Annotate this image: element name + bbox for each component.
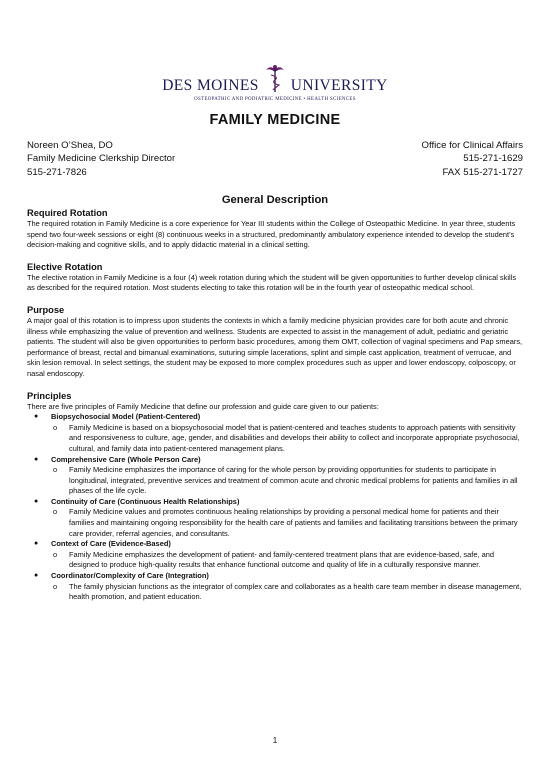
bullet-icon: ● <box>34 540 39 548</box>
principle-description-text: Family Medicine values and promotes continuous healing relationships by providing a personal medical home for patients and their families and maintaining ongoing responsibility for the health care of patients and families and facilitating transitions between the primary care provider, referral agencies, and consultants. <box>69 507 518 538</box>
bullet-icon: ● <box>34 455 39 463</box>
bullet-icon: ● <box>34 572 39 580</box>
principle-description <box>27 423 524 455</box>
principle-item <box>27 455 524 466</box>
general-description-heading: General Description <box>221 194 329 206</box>
elective-rotation-heading: Elective Rotation <box>27 261 103 272</box>
purpose-text: A major goal of this rotation is to impress upon students the contexts in which a family medicine physician provides care for both acute and chronic illness while emphasizing the value of prevention and wellness. Students are expected to assist in the management of adult, pediatric and geriatric patients. The student will also be given opportunities to perform basic procedures, among them OMT, collection of vaginal specimens and Pap smears, performance of breast, rectal and bimanual examinations, suturing simple lacerations, splint and simple cast application, treatment of verrucae, and skin lesion removal. In select settings, the student may be exposed to more complex procedures such as upper and lower endoscopy, colposcopy, or nasal endoscopy. <box>27 315 523 378</box>
principle-item <box>27 571 524 582</box>
director-name: Noreen O’Shea, DO <box>27 140 113 151</box>
logo-tagline: OSTEOPATHIC AND PODIATRIC MEDICINE • HEALTH SCIENCES <box>194 97 356 102</box>
principles-list <box>27 412 524 603</box>
circle-bullet-icon: o <box>53 549 58 559</box>
page-number: 1 <box>272 736 278 745</box>
office-name: Office for Clinical Affairs <box>421 140 523 151</box>
principle-item <box>27 539 524 550</box>
principle-description <box>27 582 524 603</box>
director-phone: 515-271-7826 <box>27 166 87 178</box>
principle-description <box>27 465 524 497</box>
purpose-heading: Purpose <box>27 304 65 315</box>
circle-bullet-icon: o <box>53 465 58 475</box>
university-logo <box>0 63 550 102</box>
principle-description <box>27 507 524 539</box>
principle-description-text: The family physician functions as the integrator of complex care and collaborates as a health care team member in disease management, health promotion, and patient education. <box>69 581 522 602</box>
office-fax: FAX 515-271-1727 <box>442 166 523 178</box>
logo-wordmark-right: UNIVERSITY <box>290 77 388 94</box>
principles-intro: There are five principles of Family Medicine that define our profession and guide care given to our patients: <box>27 401 379 411</box>
circle-bullet-icon: o <box>53 581 58 591</box>
elective-rotation-text: The elective rotation in Family Medicine is a four (4) week rotation during which the student will be given opportunities to further develop clinical skills as described for the required rotation. Most students electing to take this rotation will be in the fourth year of osteopathic medical school. <box>27 272 517 293</box>
page-title: FAMILY MEDICINE <box>209 112 341 128</box>
office-phone: 515-271-1629 <box>463 153 523 165</box>
circle-bullet-icon: o <box>53 507 58 517</box>
bullet-icon: ● <box>34 413 39 421</box>
contact-block <box>27 139 523 179</box>
logo-wordmark-left: DES MOINES <box>162 77 259 94</box>
principle-description <box>27 550 524 571</box>
contact-row <box>27 166 523 179</box>
principle-title: Comprehensive Care (Whole Person Care) <box>51 454 201 464</box>
director-title: Family Medicine Clerkship Director <box>27 153 176 165</box>
principle-description-text: Family Medicine is based on a biopsychosocial model that is patient-centered and teaches students to approach patients with sensitivity and responsiveness to culture, age, gender, and disabilities and develops their ability to collect and incorporate appropriate psychosocial, cultural, and family data into patient-centered management plans. <box>69 422 520 453</box>
contact-row <box>27 152 523 165</box>
principle-title: Coordinator/Complexity of Care (Integration) <box>51 571 209 581</box>
principles-heading: Principles <box>27 390 72 401</box>
principle-title: Biopsychosocial Model (Patient-Centered) <box>51 412 201 422</box>
principle-item <box>27 497 524 508</box>
required-rotation-heading: Required Rotation <box>27 208 108 218</box>
bullet-icon: ● <box>34 497 39 505</box>
caduceus-icon <box>265 63 285 93</box>
required-rotation-text: The required rotation in Family Medicine is a core experience for Year III students within the College of Osteopathic Medicine. In year three, students spend two four-week sessions or eight (8) continuous weeks in a structured, predominantly ambulatory experience intended to develop the student’s decision-making and cognitive skills, and to apply didactic material in a clinical setting. <box>27 219 516 250</box>
principle-description-text: Family Medicine emphasizes the development of patient- and family-centered treatment plans that are evidence-based, safe, and designed to produce high-quality results that enhance functional outcome and quality of life in a culturally responsive manner. <box>69 549 494 570</box>
document-body <box>27 207 524 603</box>
principle-title: Context of Care (Evidence-Based) <box>51 539 171 549</box>
circle-bullet-icon: o <box>53 422 58 432</box>
principle-item <box>27 412 524 423</box>
principle-description-text: Family Medicine emphasizes the importance of caring for the whole person by providing opportunities for students to participate in longitudinal, integrated, preventive services and treatment of common acute and chronic medical problems for patients and families in all phases of the life cycle. <box>69 465 518 496</box>
principle-title: Continuity of Care (Continuous Health Relationships) <box>51 496 240 506</box>
contact-row <box>27 139 523 152</box>
